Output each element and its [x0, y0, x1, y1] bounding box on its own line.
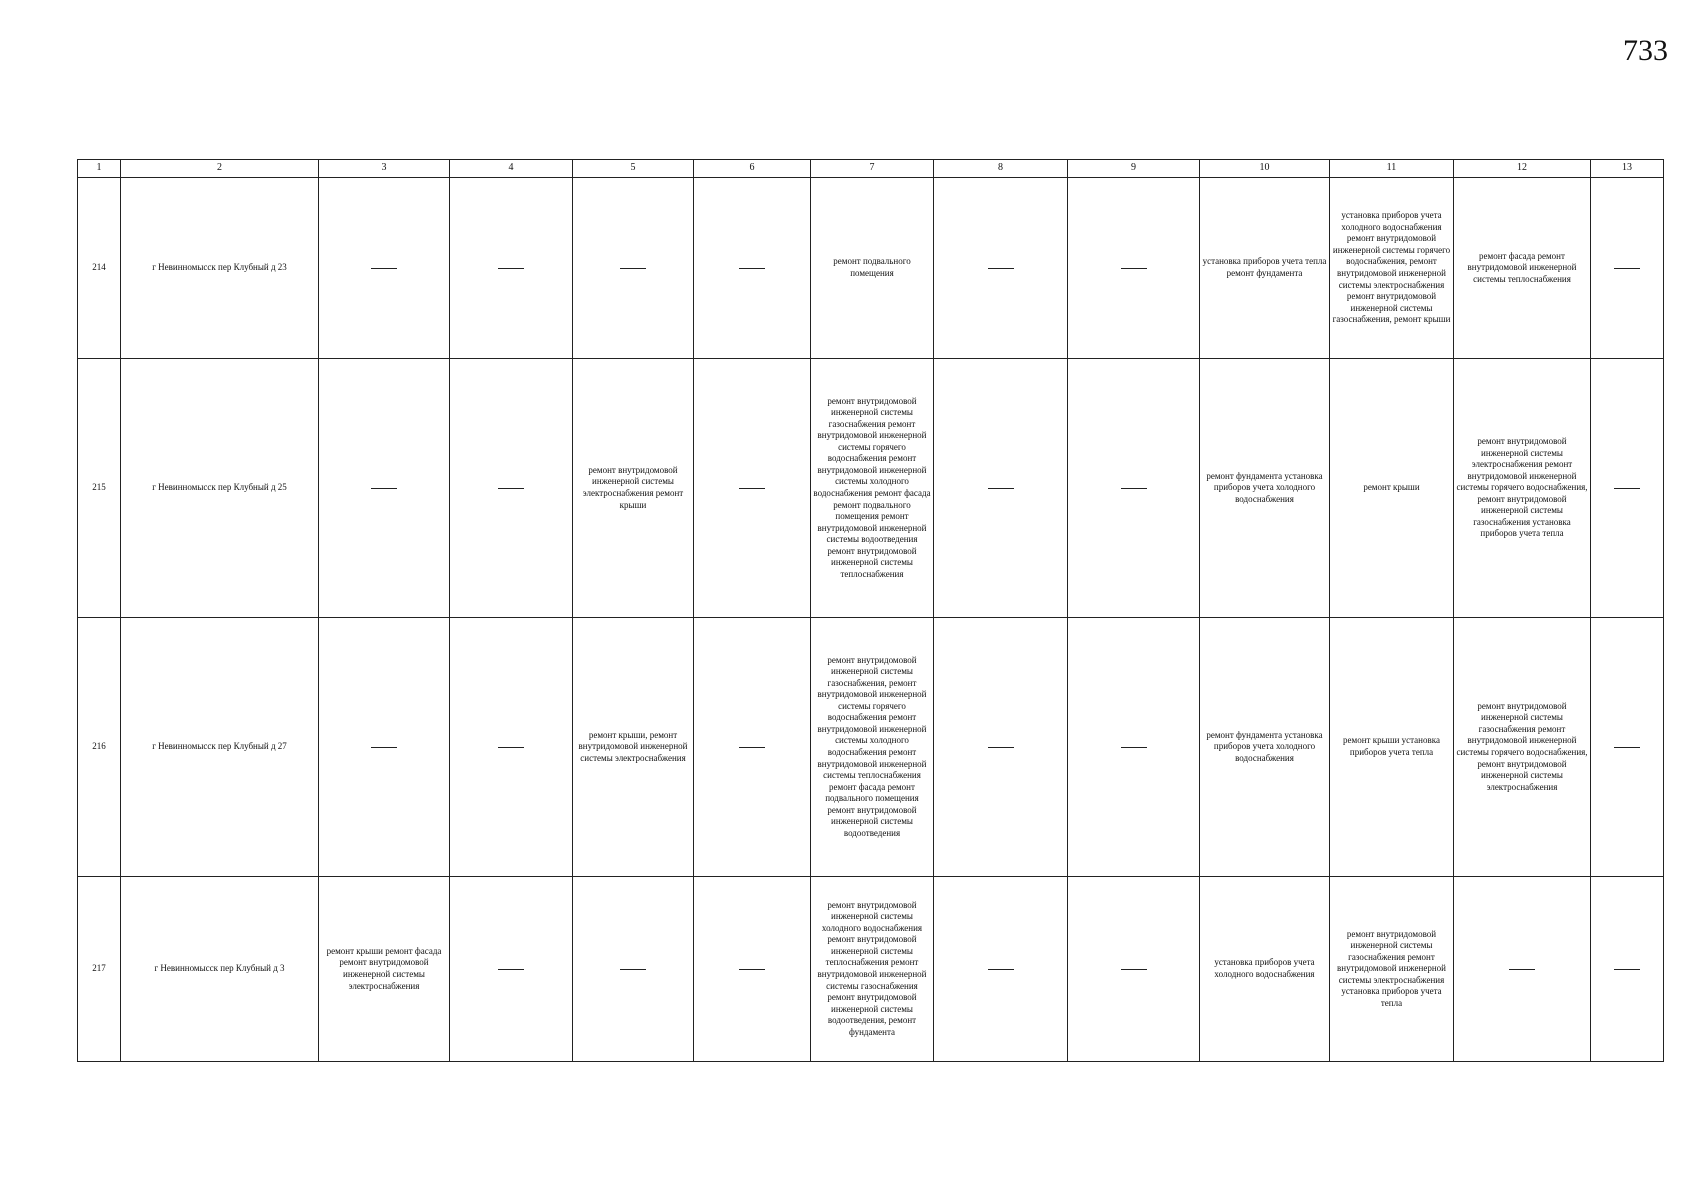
dash-mark — [371, 488, 397, 489]
row-number: 217 — [78, 877, 121, 1062]
works-text: установка приборов учета холодного водоснабжения ремонт внутридомовой инженерной системы горячего водоснабжения, ремонт внутридомовой инженерной системы электроснабжения ремонт внутридомовой инженерной системы газоснабжения, ремонт крыши — [1332, 210, 1451, 325]
row-number: 214 — [78, 178, 121, 359]
works-cell — [1330, 618, 1454, 877]
works-cell — [1330, 877, 1454, 1062]
table-row — [78, 359, 1664, 618]
column-header: 3 — [319, 160, 450, 178]
empty-cell — [934, 359, 1068, 618]
works-text: установка приборов учета холодного водоснабжения — [1214, 957, 1315, 979]
empty-cell — [1068, 359, 1200, 618]
works-text: ремонт внутридомовой инженерной системы электроснабжения ремонт внутридомовой инженерной системы горячего водоснабжения, ремонт внутридомовой инженерной системы газоснабжения установка приборов учета тепла — [1456, 436, 1588, 539]
works-cell — [811, 618, 934, 877]
dash-mark — [1121, 969, 1147, 970]
dash-mark — [498, 268, 524, 269]
dash-mark — [371, 268, 397, 269]
works-text: ремонт внутридомовой инженерной системы газоснабжения, ремонт внутридомовой инженерной системы горячего водоснабжения ремонт внутридомовой инженерной системы холодного водоснабжения ремонт внутридомовой инженерной системы теплоснабжения ремонт фасада ремонт подвального помещения ремонт внутридомовой инженерной системы водоотведения — [817, 654, 927, 838]
works-cell — [1330, 178, 1454, 359]
empty-cell — [1591, 618, 1664, 877]
empty-cell — [934, 178, 1068, 359]
works-text: ремонт внутридомовой инженерной системы электроснабжения ремонт крыши — [582, 464, 684, 510]
works-text: ремонт крыши ремонт фасада ремонт внутридомовой инженерной системы электроснабжения — [326, 945, 442, 991]
column-number-row — [78, 160, 1664, 178]
table-body — [78, 178, 1664, 1062]
dash-mark — [1121, 268, 1147, 269]
works-text: ремонт крыши — [1363, 482, 1420, 493]
works-text: ремонт внутридомовой инженерной системы газоснабжения ремонт внутридомовой инженерной системы горячего водоснабжения ремонт внутридомовой инженерной системы холодного водоснабжения ремонт фасада ремонт подвального помещения ремонт внутридомовой инженерной системы водоотведения ремонт внутридомовой инженерной системы теплоснабжения — [813, 395, 931, 579]
works-cell — [1200, 178, 1330, 359]
works-text: ремонт внутридомовой инженерной системы газоснабжения ремонт внутридомовой инженерной системы электроснабжения установка приборов учета тепла — [1337, 928, 1446, 1008]
works-text: ремонт крыши, ремонт внутридомовой инженерной системы электроснабжения — [578, 729, 688, 763]
works-cell — [319, 877, 450, 1062]
dash-mark — [739, 488, 765, 489]
empty-cell — [1591, 359, 1664, 618]
dash-mark — [988, 747, 1014, 748]
empty-cell — [319, 178, 450, 359]
dash-mark — [498, 488, 524, 489]
dash-mark — [1509, 969, 1535, 970]
works-text: ремонт фундамента установка приборов учета холодного водоснабжения — [1206, 729, 1323, 763]
dash-mark — [739, 969, 765, 970]
dash-mark — [739, 747, 765, 748]
works-text: ремонт внутридомовой инженерной системы холодного водоснабжения ремонт внутридомовой инженерной системы теплоснабжения ремонт внутридомовой инженерной системы газоснабжения ремонт внутридомовой инженерной системы водоотведения, ремонт фундамента — [817, 899, 927, 1037]
dash-mark — [988, 268, 1014, 269]
empty-cell — [694, 877, 811, 1062]
empty-cell — [573, 178, 694, 359]
works-cell — [1200, 877, 1330, 1062]
row-number: 215 — [78, 359, 121, 618]
empty-cell — [694, 618, 811, 877]
column-header: 5 — [573, 160, 694, 178]
empty-cell — [450, 359, 573, 618]
column-header: 6 — [694, 160, 811, 178]
works-cell — [1200, 618, 1330, 877]
works-cell — [1200, 359, 1330, 618]
table-row — [78, 877, 1664, 1062]
dash-mark — [1614, 268, 1640, 269]
empty-cell — [1068, 877, 1200, 1062]
dash-mark — [1614, 747, 1640, 748]
column-header: 4 — [450, 160, 573, 178]
empty-cell — [319, 359, 450, 618]
address-cell: г Невинномысск пер Клубный д 25 — [121, 359, 319, 618]
column-header: 7 — [811, 160, 934, 178]
empty-cell — [450, 618, 573, 877]
empty-cell — [1068, 618, 1200, 877]
dash-mark — [498, 747, 524, 748]
table-row — [78, 618, 1664, 877]
empty-cell — [319, 618, 450, 877]
column-header: 10 — [1200, 160, 1330, 178]
dash-mark — [739, 268, 765, 269]
empty-cell — [1591, 178, 1664, 359]
works-cell — [811, 178, 934, 359]
column-header: 9 — [1068, 160, 1200, 178]
page-number: 733 — [1623, 34, 1668, 67]
works-cell — [811, 359, 934, 618]
column-header: 12 — [1454, 160, 1591, 178]
works-cell — [1454, 359, 1591, 618]
row-number: 216 — [78, 618, 121, 877]
dash-mark — [1614, 969, 1640, 970]
dash-mark — [988, 488, 1014, 489]
empty-cell — [573, 877, 694, 1062]
address-cell: г Невинномысск пер Клубный д 27 — [121, 618, 319, 877]
empty-cell — [1454, 877, 1591, 1062]
dash-mark — [1121, 488, 1147, 489]
works-text: ремонт крыши установка приборов учета тепла — [1343, 735, 1440, 757]
empty-cell — [934, 877, 1068, 1062]
works-cell — [573, 359, 694, 618]
column-header: 8 — [934, 160, 1068, 178]
works-text: установка приборов учета тепла ремонт фундамента — [1202, 256, 1327, 278]
works-text: ремонт фундамента установка приборов учета холодного водоснабжения — [1206, 470, 1323, 504]
empty-cell — [450, 178, 573, 359]
dash-mark — [1121, 747, 1147, 748]
empty-cell — [1591, 877, 1664, 1062]
dash-mark — [988, 969, 1014, 970]
empty-cell — [694, 359, 811, 618]
column-header: 11 — [1330, 160, 1454, 178]
works-text: ремонт фасада ремонт внутридомовой инженерной системы теплоснабжения — [1467, 250, 1577, 284]
dash-mark — [371, 747, 397, 748]
works-cell — [1454, 178, 1591, 359]
empty-cell — [934, 618, 1068, 877]
dash-mark — [620, 268, 646, 269]
works-cell — [573, 618, 694, 877]
column-header: 13 — [1591, 160, 1664, 178]
works-text: ремонт подвального помещения — [833, 256, 911, 278]
address-cell: г Невинномысск пер Клубный д 23 — [121, 178, 319, 359]
empty-cell — [450, 877, 573, 1062]
works-table — [77, 159, 1664, 1062]
table-row — [78, 178, 1664, 359]
dash-mark — [620, 969, 646, 970]
dash-mark — [498, 969, 524, 970]
empty-cell — [1068, 178, 1200, 359]
empty-cell — [694, 178, 811, 359]
works-cell — [1330, 359, 1454, 618]
works-cell — [811, 877, 934, 1062]
works-text: ремонт внутридомовой инженерной системы газоснабжения ремонт внутридомовой инженерной системы горячего водоснабжения, ремонт внутридомовой инженерной системы электроснабжения — [1456, 700, 1588, 792]
dash-mark — [1614, 488, 1640, 489]
address-cell: г Невинномысск пер Клубный д 3 — [121, 877, 319, 1062]
works-cell — [1454, 618, 1591, 877]
column-header: 1 — [78, 160, 121, 178]
column-header: 2 — [121, 160, 319, 178]
